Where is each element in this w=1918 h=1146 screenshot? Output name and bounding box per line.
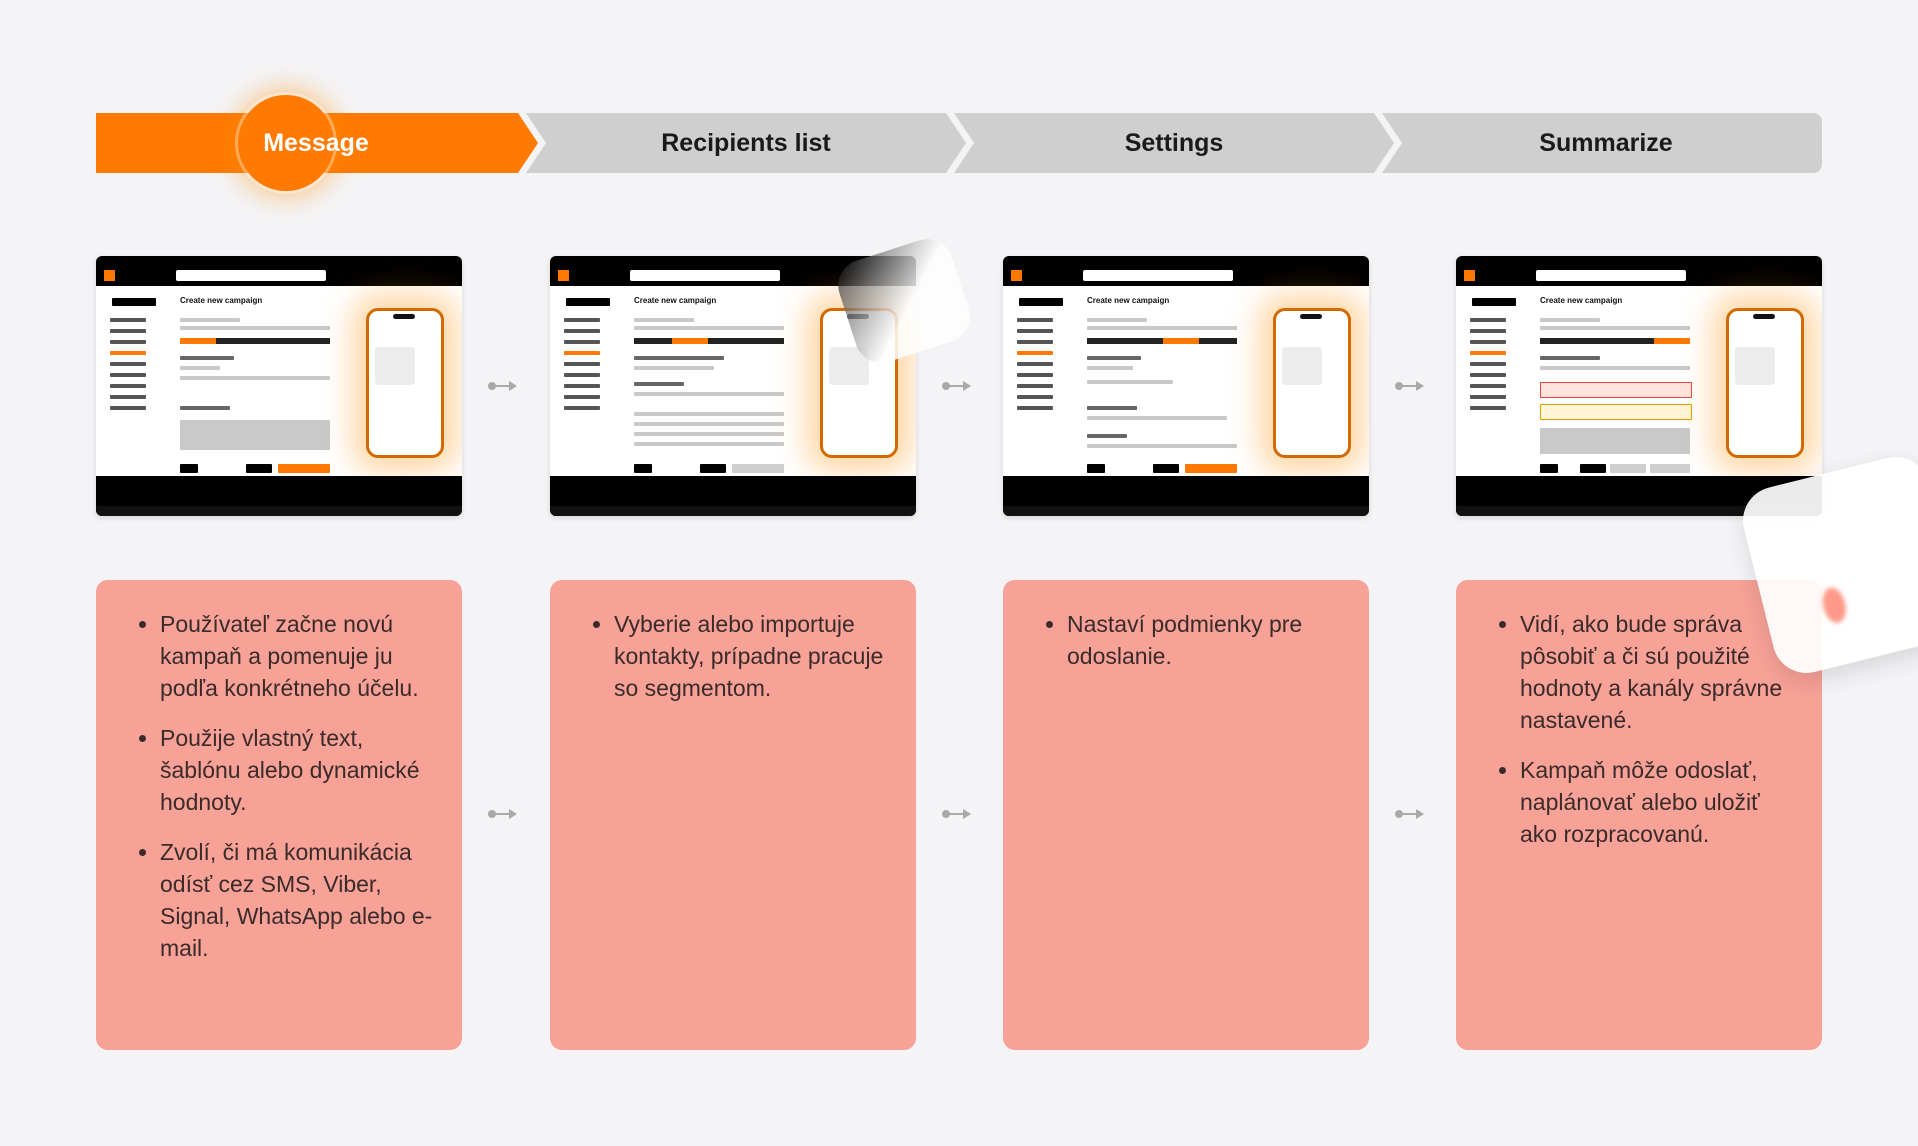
list-item: • Použije vlastný text, šablónu alebo dynamické hodnoty. [160,722,436,818]
list-item: • Nastaví podmienky pre odoslanie. [1067,608,1343,672]
step-message[interactable]: Message [263,128,369,157]
step-settings[interactable]: Settings [1124,128,1224,157]
arrow-right-icon [488,380,518,392]
arrow-right-icon [942,808,972,820]
arrow-right-icon [942,380,972,392]
card-list [1041,608,1343,672]
phone-preview [366,308,444,458]
card-list [134,608,436,964]
screenshot-title: Create new campaign [180,296,263,305]
card-summarize [1456,580,1822,1050]
screenshot-title: Create new campaign [1087,296,1170,305]
arrow-right-icon [1395,808,1425,820]
arrow-right-icon [1395,380,1425,392]
list-item: • Vidí, ako bude správa pôsobiť a či sú použité hodnoty a kanály správne nastavené. [1520,608,1796,736]
phone-preview [1726,308,1804,458]
card-recipients [550,580,916,1050]
list-item: • Kampaň môže odoslať, naplánovať alebo uložiť ako rozpracovanú. [1520,754,1796,850]
brand-logo [104,270,115,281]
brand-logo [1464,270,1475,281]
list-item: • Používateľ začne novú kampaň a pomenuje ju podľa konkrétneho účelu. [160,608,436,704]
screenshot-summarize [1456,256,1822,516]
step-recipients-list[interactable]: Recipients list [661,128,831,157]
screenshot-settings [1003,256,1369,516]
screenshot-title: Create new campaign [1540,296,1623,305]
screenshot-message [96,256,462,516]
list-item: • Zvolí, či má komunikácia odísť cez SMS, Viber, Signal, WhatsApp alebo e-mail. [160,836,436,964]
brand-logo [558,270,569,281]
card-list [1494,608,1796,850]
phone-preview [1273,308,1351,458]
step-summarize[interactable]: Summarize [1539,128,1673,157]
card-message [96,580,462,1050]
screenshot-title: Create new campaign [634,296,717,305]
arrow-right-icon [488,808,518,820]
card-list [588,608,890,704]
list-item: • Vyberie alebo importuje kontakty, prípadne pracuje so segmentom. [614,608,890,704]
card-settings [1003,580,1369,1050]
brand-logo [1011,270,1022,281]
